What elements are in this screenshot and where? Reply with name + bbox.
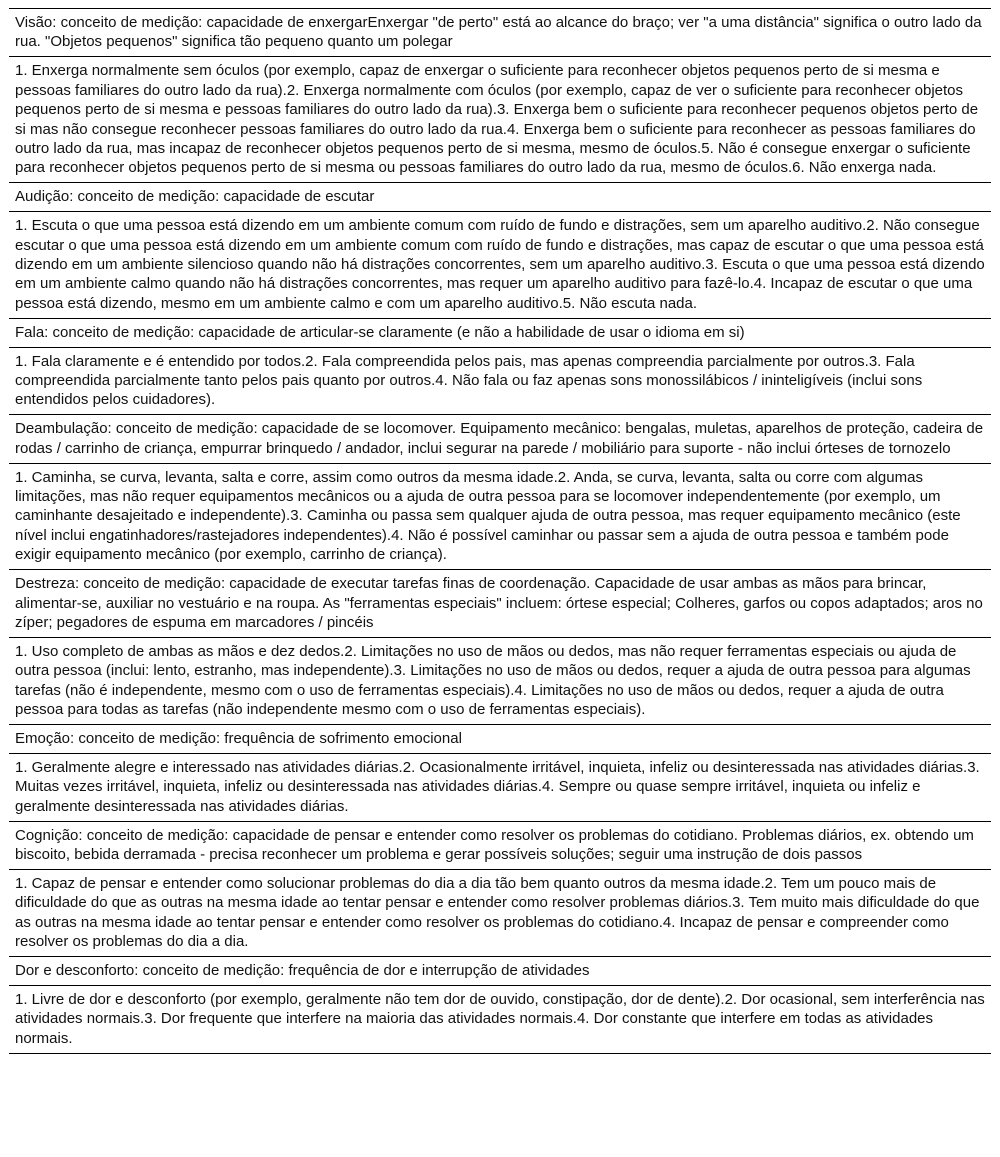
levels-row: 1. Geralmente alegre e interessado nas atividades diárias.2. Ocasionalmente irritável, inquieta, infeliz ou desinteressada nas atividades diárias.3. Muitas vezes irritável, inquieta, infeliz ou desinteressada nas atividades diárias.4. Sempre ou quase sempre irritável, inquieta ou infeliz e geralmente desinteressada nas atividades diárias. bbox=[9, 754, 991, 822]
concept-header-row: Emoção: conceito de medição: frequência de sofrimento emocional bbox=[9, 725, 991, 754]
levels-row: 1. Escuta o que uma pessoa está dizendo em um ambiente comum com ruído de fundo e distrações, sem um aparelho auditivo.2. Não consegue escutar o que uma pessoa está dizendo em um ambiente comum com ruído de fundo e distrações, mas capaz de escutar o que uma pessoa está dizendo em um ambiente silencioso quando não há distrações concorrentes, sem um aparelho auditivo.3. Escuta o que uma pessoa está dizendo em um ambiente calmo quando não há distrações concorrentes, mas requer um aparelho auditivo para fazê-lo.4. Incapaz de escutar o que uma pessoa está dizendo, mesmo em um ambiente calmo e com um aparelho auditivo.5. Não escuta nada. bbox=[9, 212, 991, 319]
concept-header-row: Cognição: conceito de medição: capacidade de pensar e entender como resolver os problemas do cotidiano. Problemas diários, ex. obtendo um biscoito, bebida derramada - precisa reconhecer um problema e gerar possíveis soluções; seguir uma instrução de dois passos bbox=[9, 822, 991, 870]
concept-header-row: Deambulação: conceito de medição: capacidade de se locomover. Equipamento mecânico: bengalas, muletas, aparelhos de proteção, cadeira de rodas / carrinho de criança, empurrar brinquedo / andador, inclui segurar na parede / mobiliário para suporte - não inclui órteses de tornozelo bbox=[9, 415, 991, 463]
levels-row: 1. Fala claramente e é entendido por todos.2. Fala compreendida pelos pais, mas apenas compreendia parcialmente por outros.3. Fala compreendida parcialmente tanto pelos pais quanto por outros.4. Não fala ou faz apenas sons monossilábicos / ininteligíveis (inclui sons entendidos pelos cuidadores). bbox=[9, 348, 991, 416]
measurement-table bbox=[9, 8, 991, 1054]
levels-row: 1. Livre de dor e desconforto (por exemplo, geralmente não tem dor de ouvido, constipação, dor de dente).2. Dor ocasional, sem interferência nas atividades normais.3. Dor frequente que interfere na maioria das atividades normais.4. Dor constante que interfere em todas as atividades normais. bbox=[9, 986, 991, 1054]
levels-row: 1. Caminha, se curva, levanta, salta e corre, assim como outros da mesma idade.2. Anda, se curva, levanta, salta ou corre com algumas limitações, mas não requer equipamentos mecânicos ou a ajuda de outra pessoa para se locomover independentemente (por exemplo, um caminhante desajeitado e independente).3. Caminha ou passa sem qualquer ajuda de outra pessoa, mas requer equipamento mecânico (este nível inclui engatinhadores/rastejadores independentes).4. Não é possível caminhar ou passar sem a ajuda de outra pessoa e também pode exigir equipamento mecânico (por exemplo, carrinho de criança). bbox=[9, 464, 991, 571]
levels-row: 1. Enxerga normalmente sem óculos (por exemplo, capaz de enxergar o suficiente para reconhecer objetos pequenos perto de si mesma e pessoas familiares do outro lado da rua).2. Enxerga normalmente com óculos (por exemplo, capaz de ver o suficiente para reconhecer objetos pequenos perto de si mesma e pessoas familiares do outro lado da rua).3. Enxerga bem o suficiente para reconhecer pequenos objetos perto de si mas não consegue reconhecer pessoas familiares do outro lado da rua.4. Enxerga bem o suficiente para reconhecer as pessoas familiares do outro lado da rua, mas incapaz de reconhecer objetos pequenos perto de si mesma, mesmo de óculos.5. Não é consegue enxergar o suficiente para reconhecer objetos pequenos perto de si mesma ou pessoas familiares do outro lado da rua, mesmo de óculos.6. Não enxerga nada. bbox=[9, 57, 991, 183]
concept-header-row: Fala: conceito de medição: capacidade de articular-se claramente (e não a habilidade de usar o idioma em si) bbox=[9, 319, 991, 348]
concept-header-row: Audição: conceito de medição: capacidade de escutar bbox=[9, 183, 991, 212]
concept-header-row: Visão: conceito de medição: capacidade de enxergarEnxergar "de perto" está ao alcance do braço; ver "a uma distância" significa o outro lado da rua. "Objetos pequenos" significa tão pequeno quanto um polegar bbox=[9, 9, 991, 57]
concept-header-row: Destreza: conceito de medição: capacidade de executar tarefas finas de coordenação. Capacidade de usar ambas as mãos para brincar, alimentar-se, auxiliar no vestuário e na roupa. As "ferramentas especiais" incluem: órtese especial; Colheres, garfos ou copos adaptados; aros no zíper; pegadores de espuma em marcadores / pincéis bbox=[9, 570, 991, 638]
levels-row: 1. Capaz de pensar e entender como solucionar problemas do dia a dia tão bem quanto outros da mesma idade.2. Tem um pouco mais de dificuldade do que as outras na mesma idade ao tentar pensar e entender como resolver problemas diários.3. Tem muito mais dificuldade do que as outras na mesma idade ao tentar pensar e entender como resolver os problemas do cotidiano.4. Incapaz de pensar e compreender como resolver os problemas do dia a dia. bbox=[9, 870, 991, 957]
concept-header-row: Dor e desconforto: conceito de medição: frequência de dor e interrupção de atividades bbox=[9, 957, 991, 986]
levels-row: 1. Uso completo de ambas as mãos e dez dedos.2. Limitações no uso de mãos ou dedos, mas não requer ferramentas especiais ou ajuda de outra pessoa (inclui: lento, estranho, mas independente).3. Limitações no uso de mãos ou dedos, requer a ajuda de outra pessoa para algumas tarefas (não é independente, mesmo com o uso de ferramentas especiais).4. Limitações no uso de mãos ou dedos, requer a ajuda de outra pessoa para todas as tarefas (não independente mesmo com o uso de ferramentas especiais). bbox=[9, 638, 991, 725]
